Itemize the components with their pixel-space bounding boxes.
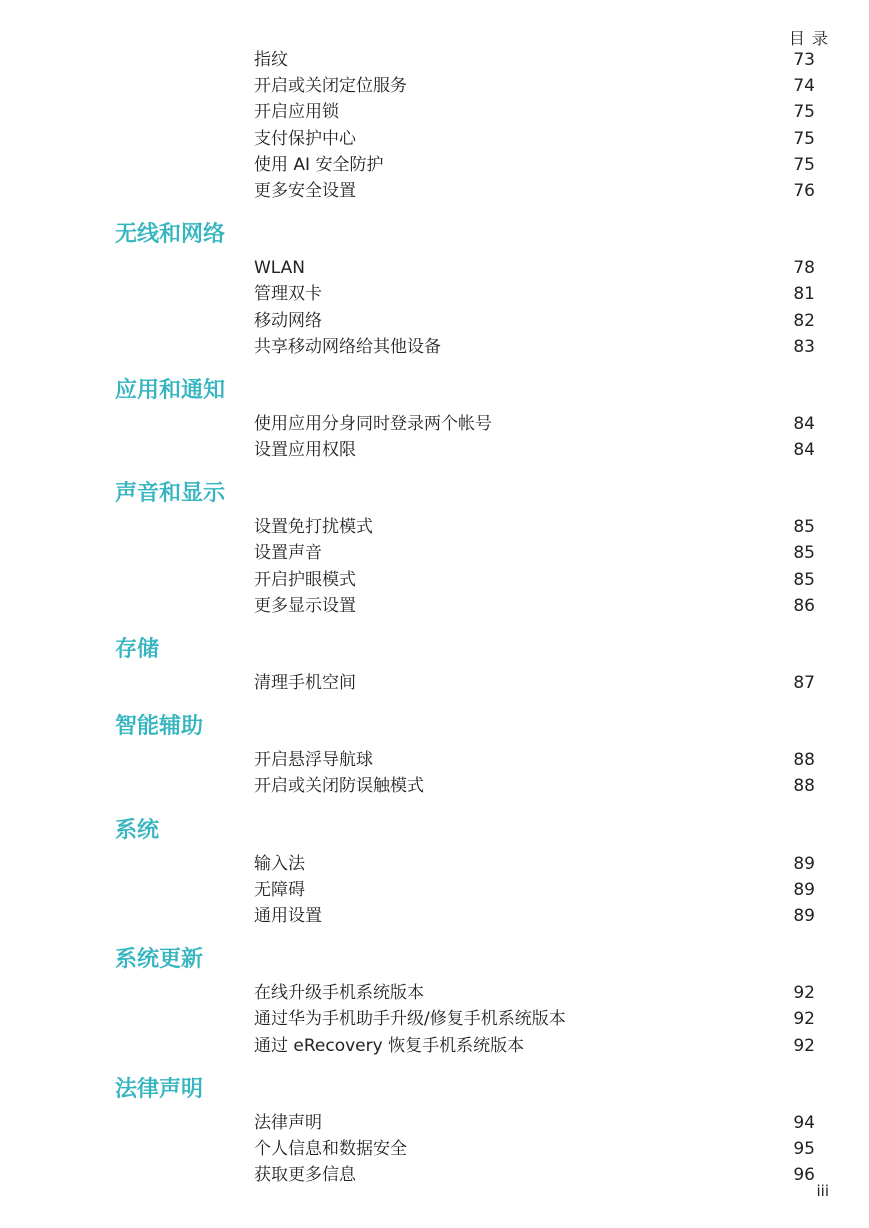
toc-entry-page: 89 bbox=[793, 905, 815, 926]
toc-entry[interactable] bbox=[0, 334, 869, 360]
toc-section bbox=[0, 938, 869, 1059]
toc-entry[interactable] bbox=[0, 1136, 869, 1162]
toc-section bbox=[0, 1068, 869, 1189]
toc-entry[interactable] bbox=[0, 1162, 869, 1188]
toc-entry-page: 84 bbox=[793, 413, 815, 434]
toc-entry-title: 在线升级手机系统版本 bbox=[254, 983, 424, 1004]
toc-entry[interactable] bbox=[0, 99, 869, 125]
toc-entry[interactable] bbox=[0, 308, 869, 334]
toc-entry[interactable] bbox=[0, 411, 869, 437]
toc-entry-page: 75 bbox=[793, 102, 815, 123]
toc-entry-title: 无障碍 bbox=[254, 879, 305, 900]
toc-entry-page: 94 bbox=[793, 1112, 815, 1133]
toc-entry-page: 85 bbox=[793, 517, 815, 538]
toc-entry-title: 获取更多信息 bbox=[254, 1165, 356, 1186]
toc-entry-page: 76 bbox=[793, 180, 815, 201]
toc-entry-page: 83 bbox=[793, 336, 815, 357]
toc-entry-title: 管理双卡 bbox=[254, 284, 322, 305]
toc-entry-page: 73 bbox=[793, 50, 815, 70]
toc-entry-title: 支付保护中心 bbox=[254, 128, 356, 149]
toc-entry-page: 92 bbox=[793, 1035, 815, 1056]
toc-entry[interactable] bbox=[0, 1110, 869, 1136]
toc-entry-page: 85 bbox=[793, 569, 815, 590]
toc-entry-title: 设置声音 bbox=[254, 543, 322, 564]
toc-entry-title: WLAN bbox=[254, 258, 306, 279]
toc-entry-page: 92 bbox=[793, 1009, 815, 1030]
toc-entry[interactable] bbox=[0, 980, 869, 1006]
toc-entry-title: 使用应用分身同时登录两个帐号 bbox=[254, 413, 492, 434]
section-heading[interactable]: 智能辅助 bbox=[115, 714, 204, 740]
toc-entry-page: 95 bbox=[793, 1138, 815, 1159]
toc-entry[interactable] bbox=[0, 747, 869, 773]
toc-entry-page: 92 bbox=[793, 983, 815, 1004]
toc-entry-title: 设置免打扰模式 bbox=[254, 517, 373, 538]
toc-entry-title: 通用设置 bbox=[254, 905, 322, 926]
toc-entry-page: 89 bbox=[793, 879, 815, 900]
toc-entry-page: 75 bbox=[793, 154, 815, 175]
toc-section bbox=[0, 369, 869, 463]
toc-entry[interactable] bbox=[0, 851, 869, 877]
toc-entry-page: 82 bbox=[793, 310, 815, 331]
toc-section bbox=[0, 472, 869, 619]
toc-entry[interactable] bbox=[0, 567, 869, 593]
section-heading[interactable]: 无线和网络 bbox=[115, 222, 226, 248]
toc-entry[interactable] bbox=[0, 126, 869, 152]
section-heading[interactable]: 系统 bbox=[115, 817, 160, 843]
toc-entry-title: 个人信息和数据安全 bbox=[254, 1138, 407, 1159]
toc-entry-page: 85 bbox=[793, 543, 815, 564]
toc-entry[interactable] bbox=[0, 178, 869, 204]
toc-entry[interactable] bbox=[0, 1033, 869, 1059]
toc-entry[interactable] bbox=[0, 773, 869, 799]
toc-entry-title: 通过 eRecovery 恢复手机系统版本 bbox=[254, 1035, 525, 1056]
toc-entry[interactable] bbox=[0, 73, 869, 99]
page-number: iii bbox=[816, 1182, 829, 1200]
toc-section bbox=[0, 628, 869, 696]
toc-entry-title: 开启应用锁 bbox=[254, 102, 339, 123]
toc-entry-title: 使用 AI 安全防护 bbox=[254, 154, 384, 175]
page-header: 目 录 bbox=[788, 29, 829, 48]
toc-entry-page: 87 bbox=[793, 673, 815, 693]
toc-entry[interactable] bbox=[0, 437, 869, 463]
toc-entry[interactable] bbox=[0, 514, 869, 540]
section-heading[interactable]: 应用和通知 bbox=[115, 377, 226, 403]
toc-entry[interactable] bbox=[0, 281, 869, 307]
toc-entry-title: 开启或关闭定位服务 bbox=[254, 76, 407, 97]
toc-section bbox=[0, 213, 869, 360]
table-of-contents bbox=[0, 47, 869, 1188]
toc-entry-title: 清理手机空间 bbox=[254, 673, 356, 693]
toc-entry-page: 75 bbox=[793, 128, 815, 149]
section-heading[interactable]: 法律声明 bbox=[115, 1076, 204, 1102]
toc-entry[interactable] bbox=[0, 255, 869, 281]
section-heading[interactable]: 系统更新 bbox=[115, 947, 204, 973]
section-heading[interactable]: 声音和显示 bbox=[115, 481, 226, 507]
toc-entry-page: 88 bbox=[793, 750, 815, 771]
intro-entries bbox=[0, 47, 869, 204]
toc-entry-title: 更多显示设置 bbox=[254, 595, 356, 616]
toc-entry[interactable] bbox=[0, 152, 869, 178]
toc-entry[interactable] bbox=[0, 47, 869, 73]
toc-entry-page: 96 bbox=[793, 1165, 815, 1186]
toc-entry-title: 开启或关闭防误触模式 bbox=[254, 776, 424, 797]
toc-entry[interactable] bbox=[0, 1006, 869, 1032]
toc-entry-title: 更多安全设置 bbox=[254, 180, 356, 201]
toc-entry-title: 法律声明 bbox=[254, 1112, 322, 1133]
toc-entry-title: 开启悬浮导航球 bbox=[254, 750, 373, 771]
toc-entry-page: 74 bbox=[793, 76, 815, 97]
toc-entry-title: 移动网络 bbox=[254, 310, 322, 331]
toc-entry[interactable] bbox=[0, 670, 869, 696]
toc-entry-page: 88 bbox=[793, 776, 815, 797]
toc-entry-page: 81 bbox=[793, 284, 815, 305]
toc-entry-page: 78 bbox=[793, 258, 815, 279]
toc-section bbox=[0, 809, 869, 930]
toc-section bbox=[0, 705, 869, 799]
toc-entry[interactable] bbox=[0, 540, 869, 566]
toc-entry-title: 共享移动网络给其他设备 bbox=[254, 336, 441, 357]
toc-entry-page: 86 bbox=[793, 595, 815, 616]
toc-entry-title: 输入法 bbox=[254, 853, 305, 874]
toc-entry[interactable] bbox=[0, 903, 869, 929]
toc-entry-title: 设置应用权限 bbox=[254, 440, 356, 461]
toc-entry[interactable] bbox=[0, 593, 869, 619]
toc-entry-page: 84 bbox=[793, 440, 815, 461]
toc-entry-page: 89 bbox=[793, 853, 815, 874]
toc-entry-title: 开启护眼模式 bbox=[254, 569, 356, 590]
section-heading[interactable]: 存储 bbox=[115, 637, 160, 662]
toc-entry-title: 指纹 bbox=[254, 50, 288, 70]
toc-entry[interactable] bbox=[0, 877, 869, 903]
toc-entry-title: 通过华为手机助手升级/修复手机系统版本 bbox=[254, 1009, 566, 1030]
